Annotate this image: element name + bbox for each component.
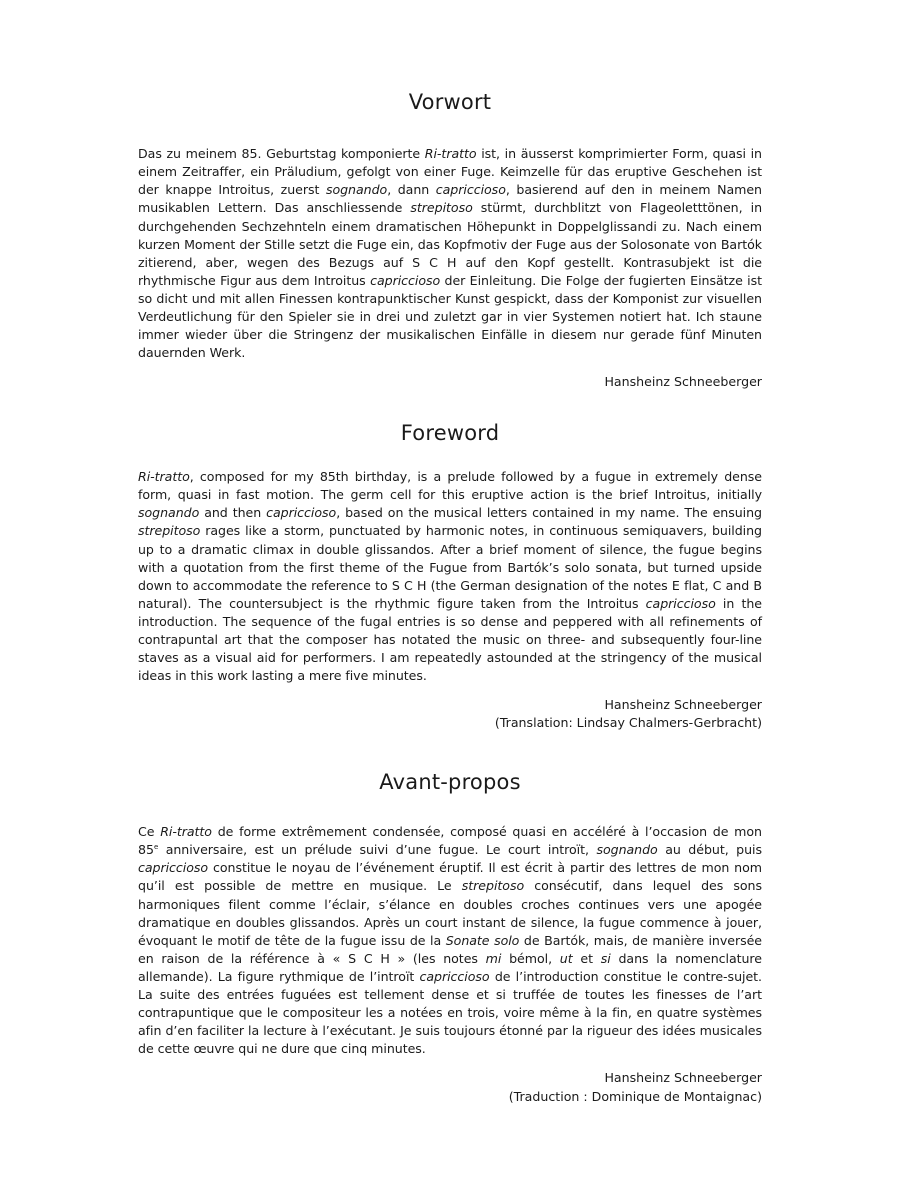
text-run: au début, puis [657,842,762,858]
section-foreword [138,421,762,733]
section-body [138,145,762,362]
text-run: ist, in äusserst komprimierter Form, quasi in einem Zeitraffer, ein Präludium, gefolgt von einer Fuge. Keimzelle für das eruptive Geschehen ist der knappe Introitus, zuerst [138,146,762,198]
italic-term: capriccioso [645,595,716,611]
text-run: anniversaire, est un prélude suivi d’une fugue. Le court introït, [158,842,597,858]
section-vorwort [138,90,762,391]
italic-term: Ri-tratto [160,824,212,840]
text-run: bémol, [501,950,560,966]
superscript: e [153,843,159,852]
text-run: and then [199,505,267,521]
signature-translator: (Traduction : Dominique de Montaignac) [508,1088,762,1104]
text-run: de l’introduction constitue le contre-sujet. La suite des entrées fuguées est tellement dense et si truffée de toutes les finesses de l’art contrapuntique que le compositeur les a notées en trois, voire même à la fin, en quatre systèmes afin d’en faciliter la lecture à l’exécutant. Je suis toujours étonné par la rigueur des idées musicales de cette œuvre qui ne dure que cinq minutes. [138,968,762,1057]
text-run: constitue le noyau de l’événement éruptif. Il est écrit à partir des lettres de mon nom qu’il est possible de mettre en musique. Le [138,860,762,894]
italic-term: capriccioso [266,505,337,521]
signature-author: Hansheinz Schneeberger [604,1070,762,1086]
section-heading: Foreword [400,421,500,445]
text-run: et [572,950,601,966]
text-run: , composed for my 85th birthday, is a prelude followed by a fugue in extremely dense form, quasi in fast motion. The germ cell for this eruptive action is the brief Introitus, initially [138,469,762,503]
signature-author: Hansheinz Schneeberger [604,697,762,713]
italic-term: capriccioso [435,182,506,198]
text-run: de forme extrêmement condensée, composé quasi en accéléré à l’occasion de mon 85 [138,824,762,858]
signature-block [138,373,762,391]
text-run: de Bartók, mais, de manière inversée en raison de la référence à « S C H » (les notes [138,932,762,966]
section-avant-propos [138,770,762,1106]
text-run: Das zu meinem 85. Geburtstag komponierte [138,146,425,162]
section-heading: Vorwort [408,90,492,114]
italic-term: si [600,950,611,966]
text-run: Ce [138,824,161,840]
italic-term: mi [485,950,502,966]
signature-translator: (Translation: Lindsay Chalmers-Gerbracht) [494,715,762,731]
italic-term: strepitoso [410,200,473,216]
italic-term: sognando [596,842,658,858]
signature-block [138,1069,762,1105]
italic-term: capriccioso [419,968,490,984]
italic-term: strepitoso [138,523,201,539]
section-heading: Avant-propos [379,770,521,794]
section-body [138,468,762,685]
text-run: , basierend auf den in meinem Namen musikablen Lettern. Das anschliessende [138,182,762,216]
text-run: , dann [387,182,436,198]
italic-term: sognando [138,505,200,521]
text-run: consécutif, dans lequel des sons harmoniques filent comme l’éclair, s’élance en doubles croches continues vers une apogée dramatique en doubles glissandos. Après un court instant de silence, la fugue commence à jouer, évoquant le motif de tête de la fugue issu de la [138,878,762,948]
italic-term: Sonate solo [445,932,520,948]
italic-term: ut [559,950,573,966]
text-run: , based on the musical letters contained in my name. The ensuing [336,505,762,521]
italic-term: Ri-tratto [138,469,190,485]
text-run: dans la nomenclature allemande). La figure rythmique de l’introït [138,950,762,984]
text-run: stürmt, durchblitzt von Flageoletttönen, in durchgehenden Sechzehnteln einem dramatischen Höhepunkt in Doppelglissandi zu. Nach einem kurzen Moment der Stille setzt die Fuge ein, das Kopfmotiv der Fuge aus der Solosonate von Bartók zitierend, aber, wegen des Bezugs auf S C H auf den Kopf gestellt. Kontrasubjekt ist die rhythmische Figur aus dem Introitus [138,200,762,288]
section-body [138,823,762,1058]
italic-term: capriccioso [138,860,209,876]
italic-term: sognando [325,182,388,198]
text-run: in the introduction. The sequence of the fugal entries is so dense and peppered with all refinements of contrapuntal art that the composer has notated the music on three- and subsequently four-line staves as a visual aid for performers. I am repeatedly astounded at the stringency of the musical ideas in this work lasting a mere five minutes. [138,595,762,684]
text-run: rages like a storm, punctuated by harmonic notes, in continuous semiquavers, building up to a dramatic climax in double glissandos. After a brief moment of silence, the fugue begins with a quotation from the first theme of the Fugue from Bartók’s solo sonata, but turned upside down to accommodate the reference to S C H (the German designation of the notes E flat, C and B natural). The countersubject is the rhythmic figure taken from the Introitus [138,523,762,611]
signature-author: Hansheinz Schneeberger [604,374,762,390]
italic-term: capriccioso [370,272,441,288]
signature-block [138,696,762,732]
italic-term: Ri-tratto [424,146,477,162]
italic-term: strepitoso [461,878,525,894]
text-run: der Einleitung. Die Folge der fugierten Einsätze ist so dicht und mit allen Finessen kontrapunktischer Kunst gespickt, dass der Komponist zur visuellen Verdeutlichung für den Spieler sie in drei und zuletzt gar in vier Systemen notiert hat. Ich staune immer wieder über die Stringenz der musikalischen Einfälle in diesem nur gerade fünf Minuten dauernden Werk. [138,272,763,361]
